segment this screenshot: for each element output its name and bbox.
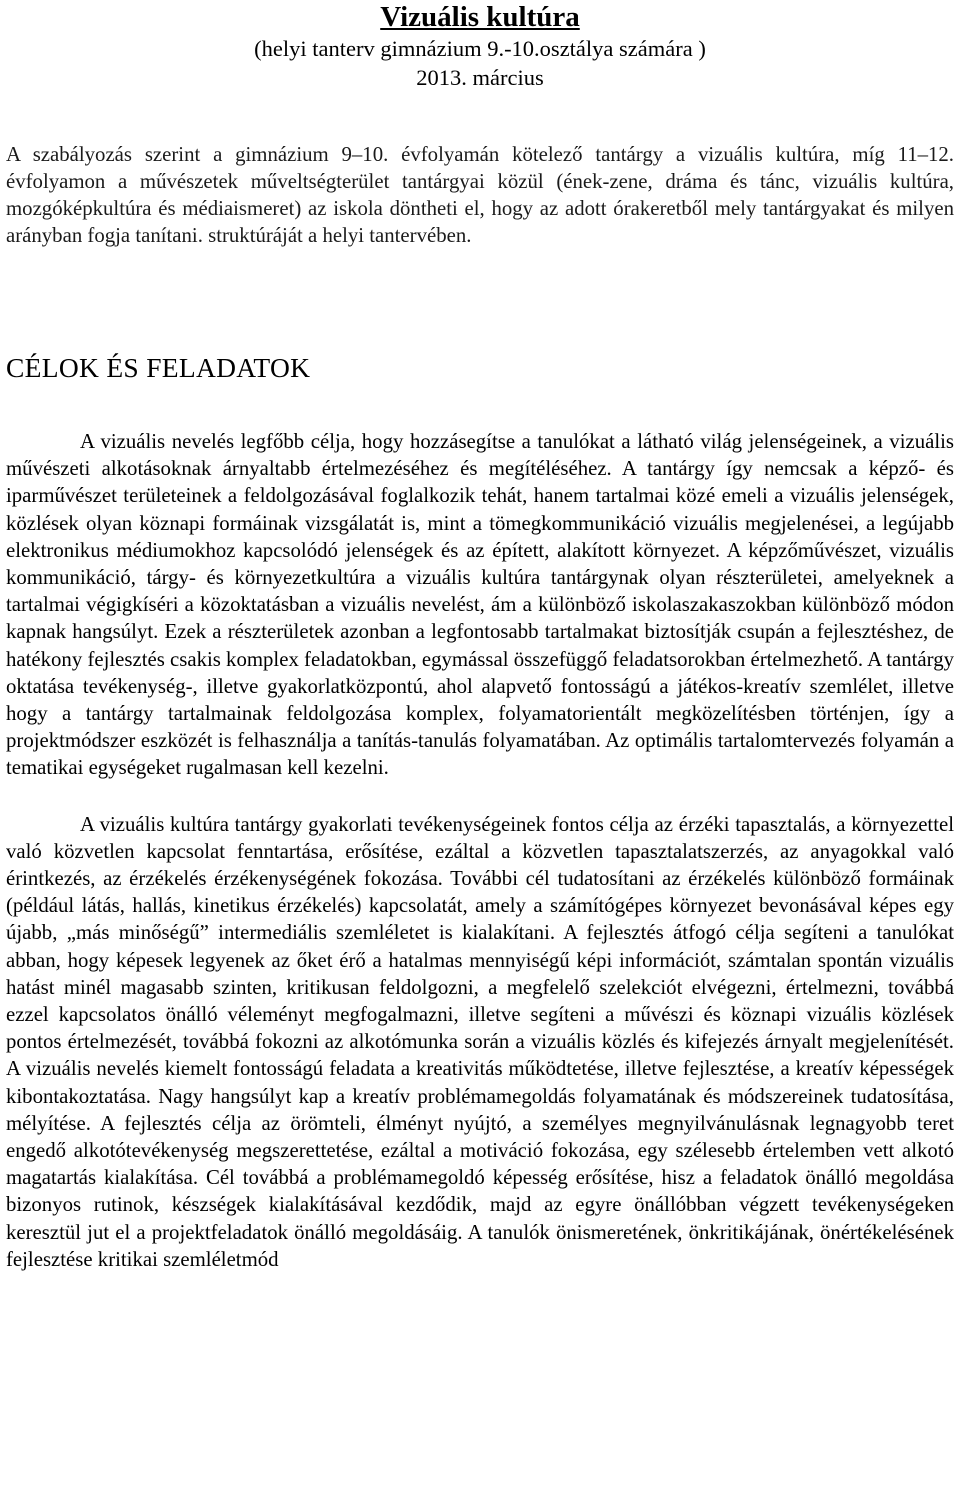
goals-paragraph-2: A vizuális kultúra tantárgy gyakorlati tevékenységeinek fontos célja az érzéki tapasztalás, a környezettel való közvetlen kapcsolat fenntartása, erősítése, ezáltal a közvetlen tapasztalatszerzés, az anyagokkal való érintkezés, az érzékelés érzékenységének fokozása. További cél tudatosítani az érzékelés különböző formáinak (például látás, hallás, kinetikus érzékelés) kapcsolatát, amely a számítógépes környezet bevonásával képes egy újabb, „más minőségű” intermediális szemléletet is kialakítani. A fejlesztés átfogó célja segíteni a tanulókat abban, hogy képesek legyenek az őket érő a hatalmas mennyiségű képi információt, számtalan spontán vizuális hatást minél magasabb szinten, kritikusan feldolgozni, a megfelelő szelekciót elvégezni, értelmezni, továbbá ezzel kapcsolatos önálló véleményt megfogalmazni, illetve segíteni a művészi és köznapi vizuális közlések pontos értelmezését, továbbá fokozni az alkotómunka során a vizuális közlés és kifejezés árnyalt megjelenítését. A vizuális nevelés kiemelt fontosságú feladata a kreativitás működtetése, illetve fejlesztése, a kreatív képességek kibontakoztatása. Nagy hangsúlyt kap a kreatív problémamegoldás folyamatának és módszereinek tudatosítása, mélyítése. A fejlesztés célja az örömteli, élményt nyújtó, a személyes megnyilvánulásnak legnagyobb teret engedő alkotótevékenység megszerettetése, ezáltal a motiváció fokozása, egy szélesebb értelemben vett alkotó magatartás kialakítása. Cél továbbá a problémamegoldó képesség erősítése, hisz a feladatok önálló megoldása bizonyos rutinok, készségek kialakításával kezdődik, majd az egyre önállóbban végzett tevékenységeken keresztül jut el a projektfeladatok önálló megoldásáig. A tanulók önismeretének, önkritikájának, önértékelésének fejlesztése kritikai szemléletmód — [6, 812, 954, 1271]
goals-section — [6, 428, 954, 1273]
document-page — [6, 0, 954, 1271]
document-subtitle: (helyi tanterv gimnázium 9.-10.osztálya számára ) — [254, 36, 706, 61]
document-title: Vizuális kultúra — [380, 1, 580, 33]
intro-paragraph: A szabályozás szerint a gimnázium 9–10. évfolyamán kötelező tantárgy a vizuális kultúra, míg 11–12. évfolyamon a művészetek műveltségterület tantárgyai közül (ének-zene, dráma és tánc, vizuális kultúra, mozgóképkultúra és médiaismeret) az iskola döntheti el, hogy az adott órakeretből mely tantárgyakat és milyen arányban fogja tanítani. struktúráját a helyi tantervében. — [6, 142, 954, 248]
section-heading: CÉLOK ÉS FELADATOK — [6, 352, 311, 383]
goals-paragraph-1: A vizuális nevelés legfőbb célja, hogy hozzásegítse a tanulókat a látható világ jelenségeinek, a vizuális művészeti alkotásoknak árnyaltabb értelmezéséhez és megítéléséhez. A tantárgy így nemcsak a képző- és iparművészet területeinek a feldolgozásával foglalkozik tehát, hanem tartalmai közé emeli a vizuális jelenségek, közlések olyan köznapi formáinak vizsgálatát is, mint a tömegkommunikáció vizuális megjelenései, a legújabb elektronikus médiumokhoz kapcsolódó jelenségek és az épített, alakított környezet. A képzőművészet, vizuális kommunikáció, tárgy- és környezetkultúra a vizuális kultúra tantárgynak olyan részterületei, amelyeknek a tartalmai végigkíséri a közoktatásban a vizuális nevelést, ám a különböző iskolaszakaszokban különböző módon kapnak hangsúlyt. Ezek a részterületek azonban a legfontosabb tartalmakat biztosítják csupán a fejlesztéshez, de hatékony fejlesztés csakis komplex feladatokban, egymással összefüggő feladatsorokban értelmezhető. A tantárgy oktatása tevékenység-, illetve gyakorlatközpontú, ahol alapvető fontosságú a játékos-kreatív szemlélet, illetve hogy a tantárgy tartalmainak feldolgozása komplex, folyamatorientált megközelítésben történjen, így a projektmódszer eszközét is felhasználja a tanítás-tanulás folyamatában. Az optimális tartalomtervezés folyamán a tematikai egységeket rugalmasan kell kezelni. — [6, 430, 954, 780]
document-date: 2013. március — [416, 65, 544, 90]
